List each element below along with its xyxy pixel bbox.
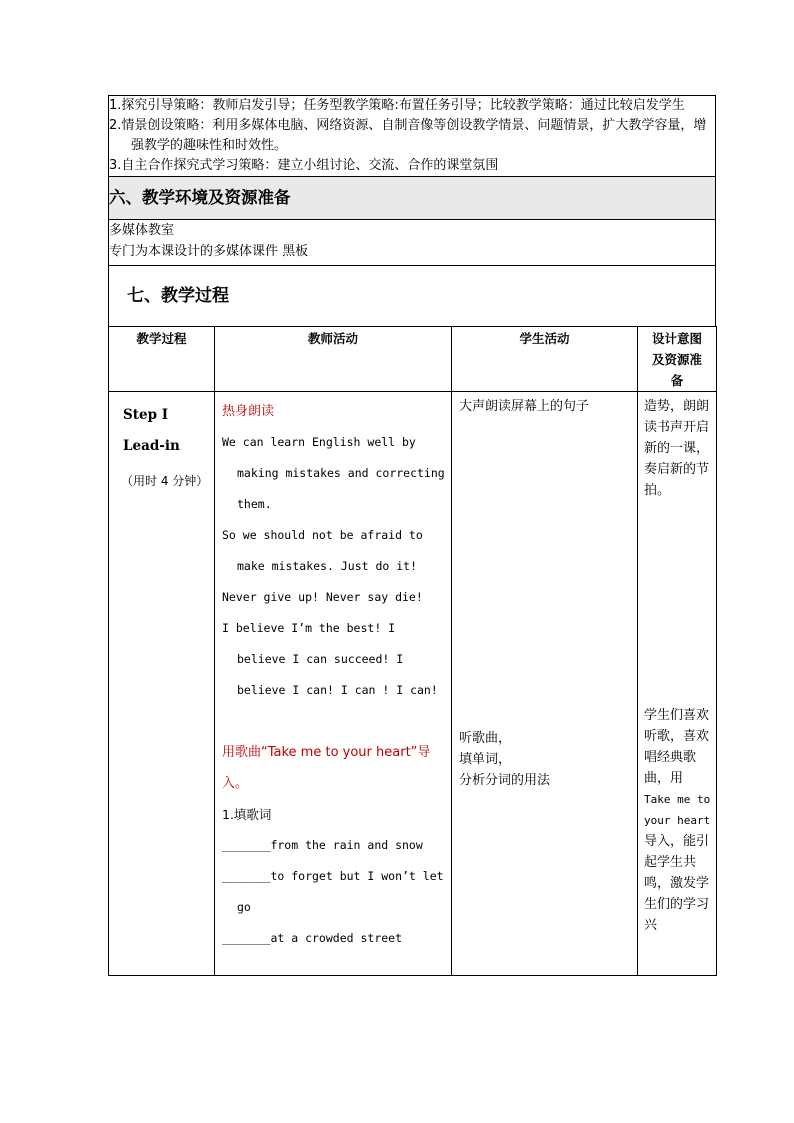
header-process: 教学过程 — [109, 327, 215, 392]
student-task-3: 分析分词的用法 — [459, 773, 551, 788]
strategy-item-3: 3.自主合作探究式学习策略：建立小组讨论、交流、合作的课堂氛围 — [109, 158, 499, 173]
fill-line-1: _______from the rain and snow — [222, 838, 423, 852]
step-time: （用时 4 分钟） — [121, 474, 209, 488]
strategy-list — [109, 96, 716, 177]
strategy-item-1: 1.探究引导策略：教师启发引导；任务型教学策略:布置任务引导；比较教学策略：通过比较启发学生 — [109, 98, 685, 113]
student-task-2: 填单词， — [459, 752, 512, 767]
warmup-line-2: So we should not be afraid to make mistakes. Just do it! — [222, 528, 423, 573]
resource-line-2: 专门为本课设计的多媒体课件 黑板 — [109, 244, 309, 259]
process-table — [108, 326, 717, 976]
header-design: 设计意图及资源准备 — [638, 327, 717, 392]
warmup-line-3: Never give up! Never say die! — [222, 590, 423, 604]
song-title: 用歌曲“Take me to your heart”导入。 — [222, 745, 431, 791]
strategy-item-2: 2.情景创设策略：利用多媒体电脑、网络资源、自制音像等创设教学情景、问题情景，扩大教学容量，增强教学的趣味性和时效性。 — [109, 118, 707, 153]
header-student: 学生活动 — [452, 327, 638, 392]
step-cell — [109, 392, 215, 976]
warmup-line-1: We can learn English well by making mistakes and correcting them. — [222, 435, 445, 511]
header-teacher: 教师活动 — [215, 327, 452, 392]
fill-title: 1.填歌词 — [222, 807, 272, 822]
design-intent-cell — [638, 392, 717, 976]
design-part-2-a: 学生们喜欢听歌，喜欢唱经典歌曲，用 — [644, 708, 710, 786]
design-part-2 — [644, 705, 712, 936]
strategy-table — [108, 95, 716, 327]
design-part-1: 造势，朗朗读书声开启新的一课，奏启新的节拍。 — [644, 399, 710, 498]
fill-line-2: _______to forget but I won’t let go — [222, 869, 444, 914]
step-name: Step I — [123, 407, 169, 423]
section-7-title: 七、教学过程 — [109, 266, 716, 327]
resource-list — [109, 220, 716, 266]
design-part-2-b: 导入，能引起学生共鸣，激发学生们的学习兴 — [644, 834, 710, 933]
warmup-title: 热身朗读 — [222, 404, 275, 419]
student-task-1: 听歌曲， — [459, 731, 512, 746]
design-song-name: Take me to your heart — [644, 793, 711, 827]
student-read-aloud: 大声朗读屏幕上的句子 — [459, 399, 590, 414]
teacher-activity-cell — [215, 392, 452, 976]
resource-line-1: 多媒体教室 — [109, 223, 175, 238]
step-phase: Lead-in — [123, 438, 180, 454]
lesson-plan-page — [108, 95, 716, 976]
student-activity-cell — [452, 392, 638, 976]
warmup-line-4: I believe I’m the best! I believe I can succeed! I believe I can! I can ! I can! — [222, 621, 438, 697]
fill-line-3: _______at a crowded street — [222, 931, 403, 945]
section-6-title: 六、教学环境及资源准备 — [109, 177, 716, 220]
